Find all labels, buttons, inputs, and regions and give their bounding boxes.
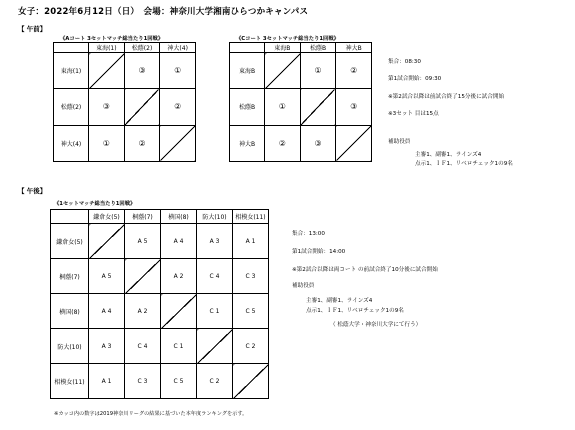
- header-team: 鎌倉女(5): [89, 210, 125, 224]
- match-cell: C 3: [233, 259, 269, 294]
- morning-section-label: 【 午前】: [18, 25, 47, 33]
- match-cell: A 2: [161, 259, 197, 294]
- row-team: 鎌倉女(5): [51, 224, 89, 259]
- match-cell: C 3: [125, 364, 161, 399]
- match-order-cell: ③: [300, 125, 336, 161]
- morning-assembly-time: 集合：08:30: [388, 59, 421, 65]
- match-cell: C 2: [233, 329, 269, 364]
- header-team: 松蔭(2): [124, 43, 160, 53]
- header-team: 神大B: [336, 43, 372, 53]
- diagonal-cell: [89, 53, 125, 89]
- afternoon-interval-note: ※第2試合以降は両コート の前試合終了10分後に試合開始: [292, 267, 438, 273]
- match-order-cell: ②: [124, 125, 160, 161]
- header-team: 東海B: [265, 43, 301, 53]
- corner-cell: [54, 43, 89, 53]
- row-team: 東海(1): [54, 53, 89, 89]
- row-team: 相模女(11): [51, 364, 89, 399]
- match-cell: C 2: [197, 364, 233, 399]
- morning-officials-line1: 主審1、副審1、ラインズ4: [415, 152, 482, 158]
- morning-officials-label: 補助役員: [388, 139, 411, 145]
- morning-third-set-note: ※3セット 目は15点: [388, 111, 439, 117]
- afternoon-officials-line1: 主審1、副審1、ラインズ4: [306, 298, 373, 304]
- afternoon-section-label: 【 午後】: [18, 187, 47, 195]
- corner-cell: [230, 43, 265, 53]
- court-c-table: [229, 42, 372, 162]
- row-team: 東海B: [230, 53, 265, 89]
- match-cell: A 2: [125, 294, 161, 329]
- match-cell: C 4: [197, 259, 233, 294]
- page-title: 女子：2022年6月12日（日） 会場：神奈川大学湘南ひらつかキャンパス: [18, 7, 309, 17]
- header-team: 神大(4): [160, 43, 196, 53]
- morning-interval-note: ※第2試合以降は前試合終了15分後に試合開始: [388, 94, 505, 100]
- match-cell: C 5: [233, 294, 269, 329]
- match-cell: A 4: [161, 224, 197, 259]
- ranking-footnote: ※カッコ内の数字は2019神奈川リーグの結果に基づいた本年度ランキングを示す。: [54, 411, 248, 417]
- diagonal-cell: [161, 294, 197, 329]
- court-b-caption: 《1セットマッチ総当たり1回戦》: [54, 201, 136, 207]
- court-a-caption: 《Aコート 3セットマッチ総当たり1回戦》: [60, 36, 164, 42]
- match-cell: C 4: [125, 329, 161, 364]
- match-order-cell: ①: [265, 89, 301, 125]
- match-cell: A 5: [125, 224, 161, 259]
- match-order-cell: ①: [160, 53, 196, 89]
- match-order-cell: ③: [124, 53, 160, 89]
- header-team: 相模女(11): [233, 210, 269, 224]
- match-cell: C 5: [161, 364, 197, 399]
- match-cell: C 1: [161, 329, 197, 364]
- diagonal-cell: [197, 329, 233, 364]
- corner-cell: [51, 210, 89, 224]
- match-cell: A 1: [233, 224, 269, 259]
- header-team: 横国(8): [161, 210, 197, 224]
- row-team: 防大(10): [51, 329, 89, 364]
- header-team: 防大(10): [197, 210, 233, 224]
- match-order-cell: ②: [336, 53, 372, 89]
- diagonal-cell: [89, 224, 125, 259]
- header-team: 松蔭B: [300, 43, 336, 53]
- header-team: 東海(1): [89, 43, 125, 53]
- court-a-table: [53, 42, 196, 162]
- morning-officials-line2: 点示1、ＩＦ1、リベロチェック1の9名: [415, 161, 513, 167]
- row-team: 神大B: [230, 125, 265, 161]
- afternoon-first-match-time: 第1試合開始：14:00: [292, 249, 346, 255]
- row-team: 松蔭B: [230, 89, 265, 125]
- match-cell: C 1: [197, 294, 233, 329]
- afternoon-officials-host: （ 松蔭大学・神奈川大学にて行う）: [330, 322, 422, 328]
- match-order-cell: ①: [300, 53, 336, 89]
- diagonal-cell: [300, 89, 336, 125]
- morning-first-match-time: 第1試合開始：09:30: [388, 76, 442, 82]
- match-order-cell: ③: [89, 89, 125, 125]
- court-c-caption: 《Cコート 3セットマッチ総当たり1回戦》: [236, 36, 339, 42]
- match-cell: A 3: [197, 224, 233, 259]
- row-team: 神大(4): [54, 125, 89, 161]
- match-cell: A 3: [89, 329, 125, 364]
- afternoon-assembly-time: 集合：13:00: [292, 231, 325, 237]
- match-cell: A 5: [89, 259, 125, 294]
- afternoon-officials-label: 補助役員: [292, 283, 315, 289]
- afternoon-officials-line2: 点示1、ＩＦ1、リベロチェック1の9名: [306, 308, 404, 314]
- header-team: 桐蔭(7): [125, 210, 161, 224]
- diagonal-cell: [125, 259, 161, 294]
- row-team: 横国(8): [51, 294, 89, 329]
- diagonal-cell: [160, 125, 196, 161]
- match-order-cell: ①: [89, 125, 125, 161]
- match-cell: A 1: [89, 364, 125, 399]
- row-team: 桐蔭(7): [51, 259, 89, 294]
- diagonal-cell: [124, 89, 160, 125]
- match-cell: A 4: [89, 294, 125, 329]
- match-order-cell: ②: [160, 89, 196, 125]
- afternoon-table: [50, 209, 269, 399]
- match-order-cell: ③: [336, 89, 372, 125]
- diagonal-cell: [233, 364, 269, 399]
- diagonal-cell: [336, 125, 372, 161]
- diagonal-cell: [265, 53, 301, 89]
- match-order-cell: ②: [265, 125, 301, 161]
- row-team: 松蔭(2): [54, 89, 89, 125]
